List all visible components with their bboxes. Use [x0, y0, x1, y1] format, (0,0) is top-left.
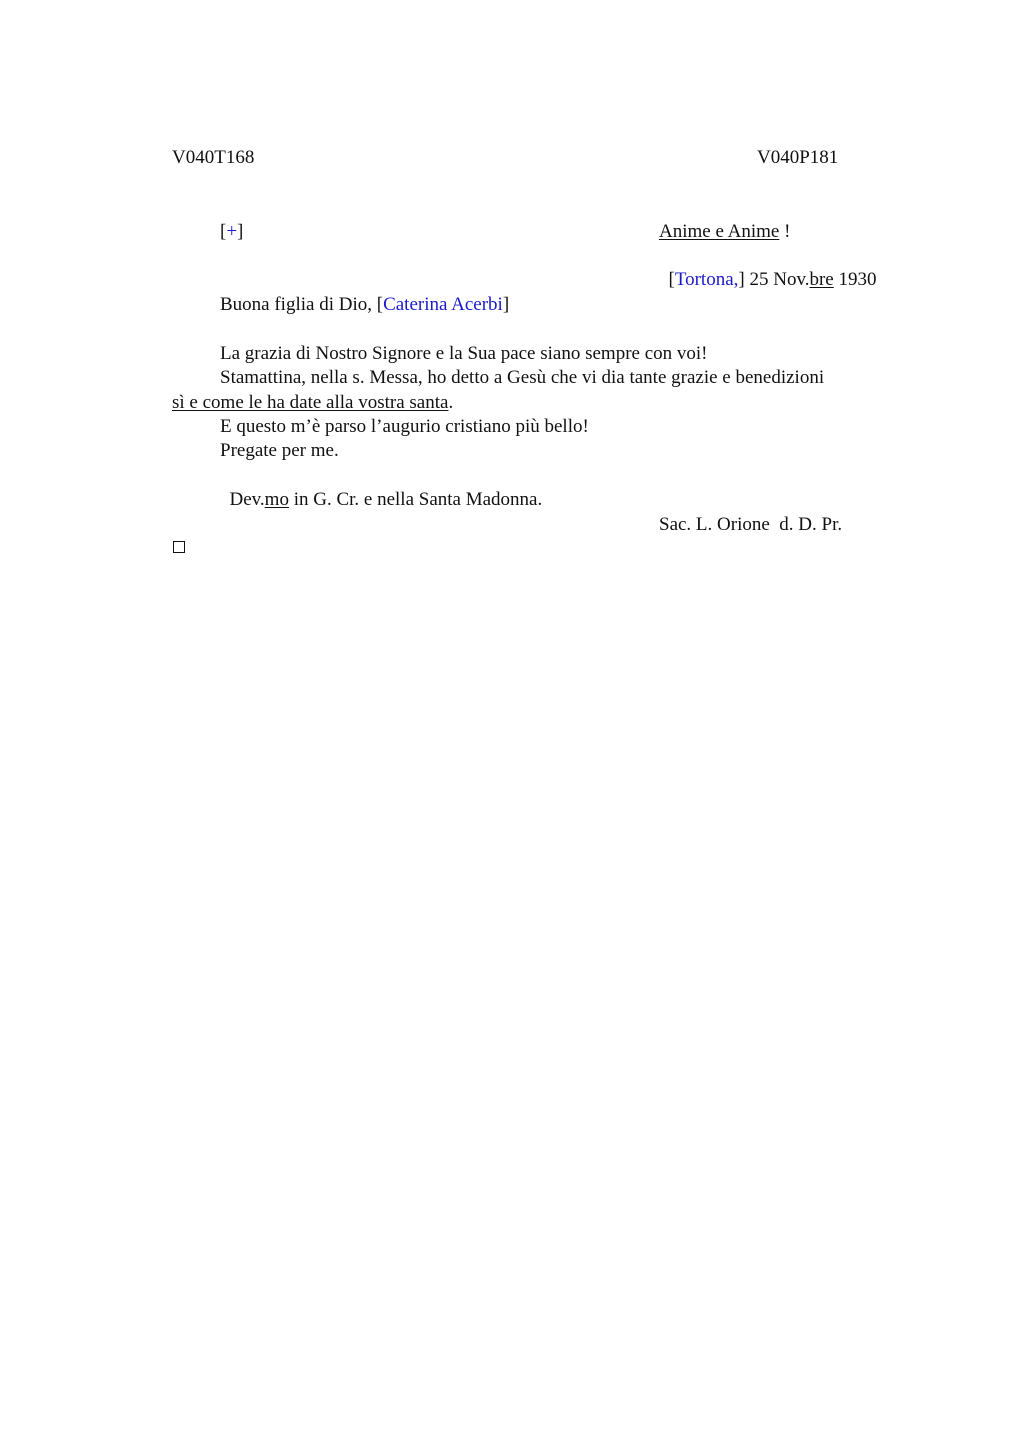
recipient-name: Caterina Acerbi: [383, 294, 503, 315]
letter-title-tail: !: [779, 221, 791, 242]
cross-bracket-open: [: [220, 221, 227, 242]
letter-title: [659, 220, 790, 244]
signature: Sac. L. Orione d. D. Pr.: [659, 514, 843, 535]
closing-abbrev-suffix: mo: [264, 489, 289, 510]
closing-text: Dev.: [229, 489, 265, 510]
document-code-left: V040T168: [172, 147, 255, 168]
salutation-close: ]: [502, 294, 510, 315]
body-line-3-tail: .: [448, 392, 454, 413]
cross-mark: [220, 220, 243, 244]
place-name: Tortona,: [674, 269, 739, 290]
body-line-2: Stamattina, nella s. Messa, ho detto a Gesù che vi dia tante grazie e benedizioni: [220, 367, 825, 388]
letter-title-text: Anime e Anime: [659, 221, 780, 242]
document-code-right: V040P181: [757, 147, 839, 168]
body-line-5: Pregate per me.: [220, 440, 339, 461]
salutation-text: Buona figlia di Dio, [: [220, 294, 384, 315]
closing-rest: in G. Cr. e nella Santa Madonna.: [288, 489, 543, 510]
date-month-suffix: bre: [809, 269, 834, 290]
letter-date: [659, 244, 877, 292]
body-line-1: La grazia di Nostro Signore e la Sua pace siano sempre con voi!: [220, 343, 708, 364]
date-year: 1930: [833, 269, 877, 290]
cross-bracket-close: ]: [237, 221, 244, 242]
place-bracket-open: [: [668, 269, 675, 290]
place-bracket-close: ]: [738, 269, 745, 290]
body-line-3: [172, 391, 453, 415]
cross-symbol: +: [226, 221, 238, 242]
body-line-3-underlined: sì e come le ha date alla vostra santa: [172, 392, 449, 413]
body-line-4: E questo m’è parso l’augurio cristiano più bello!: [220, 416, 589, 437]
end-square-icon: [173, 541, 185, 553]
salutation: [220, 293, 509, 317]
date-text: 25 Nov.: [744, 269, 810, 290]
closing-line: [220, 464, 542, 512]
